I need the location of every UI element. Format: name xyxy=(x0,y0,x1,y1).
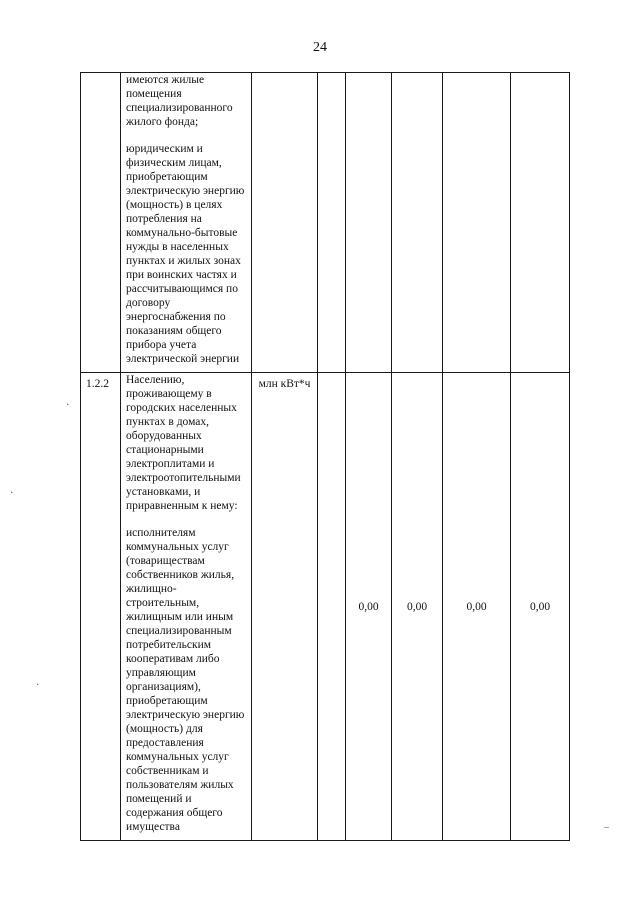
table-row xyxy=(81,73,570,373)
table-row xyxy=(81,373,570,841)
row-unit xyxy=(252,73,318,373)
value-cell xyxy=(318,73,346,373)
description-paragraph: исполнителям коммунальных услуг (товариществам собственников жилья, жилищно-строительным, жилищным или иным специализированным потребительским кооперативам либо управляющим организациям), приобретающим электрическую энергию (мощность) для предоставления коммунальных услуг собственникам и пользователям жилых помещений и содержания общего имущества xyxy=(126,527,245,833)
page-number: 24 xyxy=(313,40,327,55)
scan-dot: · xyxy=(36,680,40,691)
row-number: 1.2.2 xyxy=(81,373,121,841)
scan-dot: · xyxy=(66,400,70,411)
value-cell: 0,00 xyxy=(443,373,511,841)
value-cell xyxy=(443,73,511,373)
value-cell: 0,00 xyxy=(346,373,392,841)
description-paragraph: имеются жилые помещения специализированного жилого фонда; xyxy=(126,74,233,128)
row-description xyxy=(121,73,252,373)
value-cell: 0,00 xyxy=(392,373,443,841)
value-cell xyxy=(392,73,443,373)
row-description xyxy=(121,373,252,841)
row-number xyxy=(81,73,121,373)
value-cell xyxy=(511,73,570,373)
value-cell: 0,00 xyxy=(511,373,570,841)
value-cell xyxy=(318,373,346,841)
value-cell xyxy=(346,73,392,373)
row-unit: млн кВт*ч xyxy=(252,373,318,841)
tariff-table xyxy=(80,72,570,841)
scan-dot: – xyxy=(604,822,609,833)
description-paragraph: Населению, проживающему в городских населенных пунктах в домах, оборудованных стационарными электроплитами и электроотопительными установками, и приравненным к нему: xyxy=(126,374,241,512)
description-paragraph: юридическим и физическим лицам, приобретающим электрическую энергию (мощность) в целях потребления на коммунально-бытовые нужды в населенных пунктах и жилых зонах при воинских частях и рассчитывающимся по договору энергоснабжения по показаниям общего прибора учета электрической энергии xyxy=(126,143,245,365)
scan-dot: · xyxy=(10,488,14,499)
